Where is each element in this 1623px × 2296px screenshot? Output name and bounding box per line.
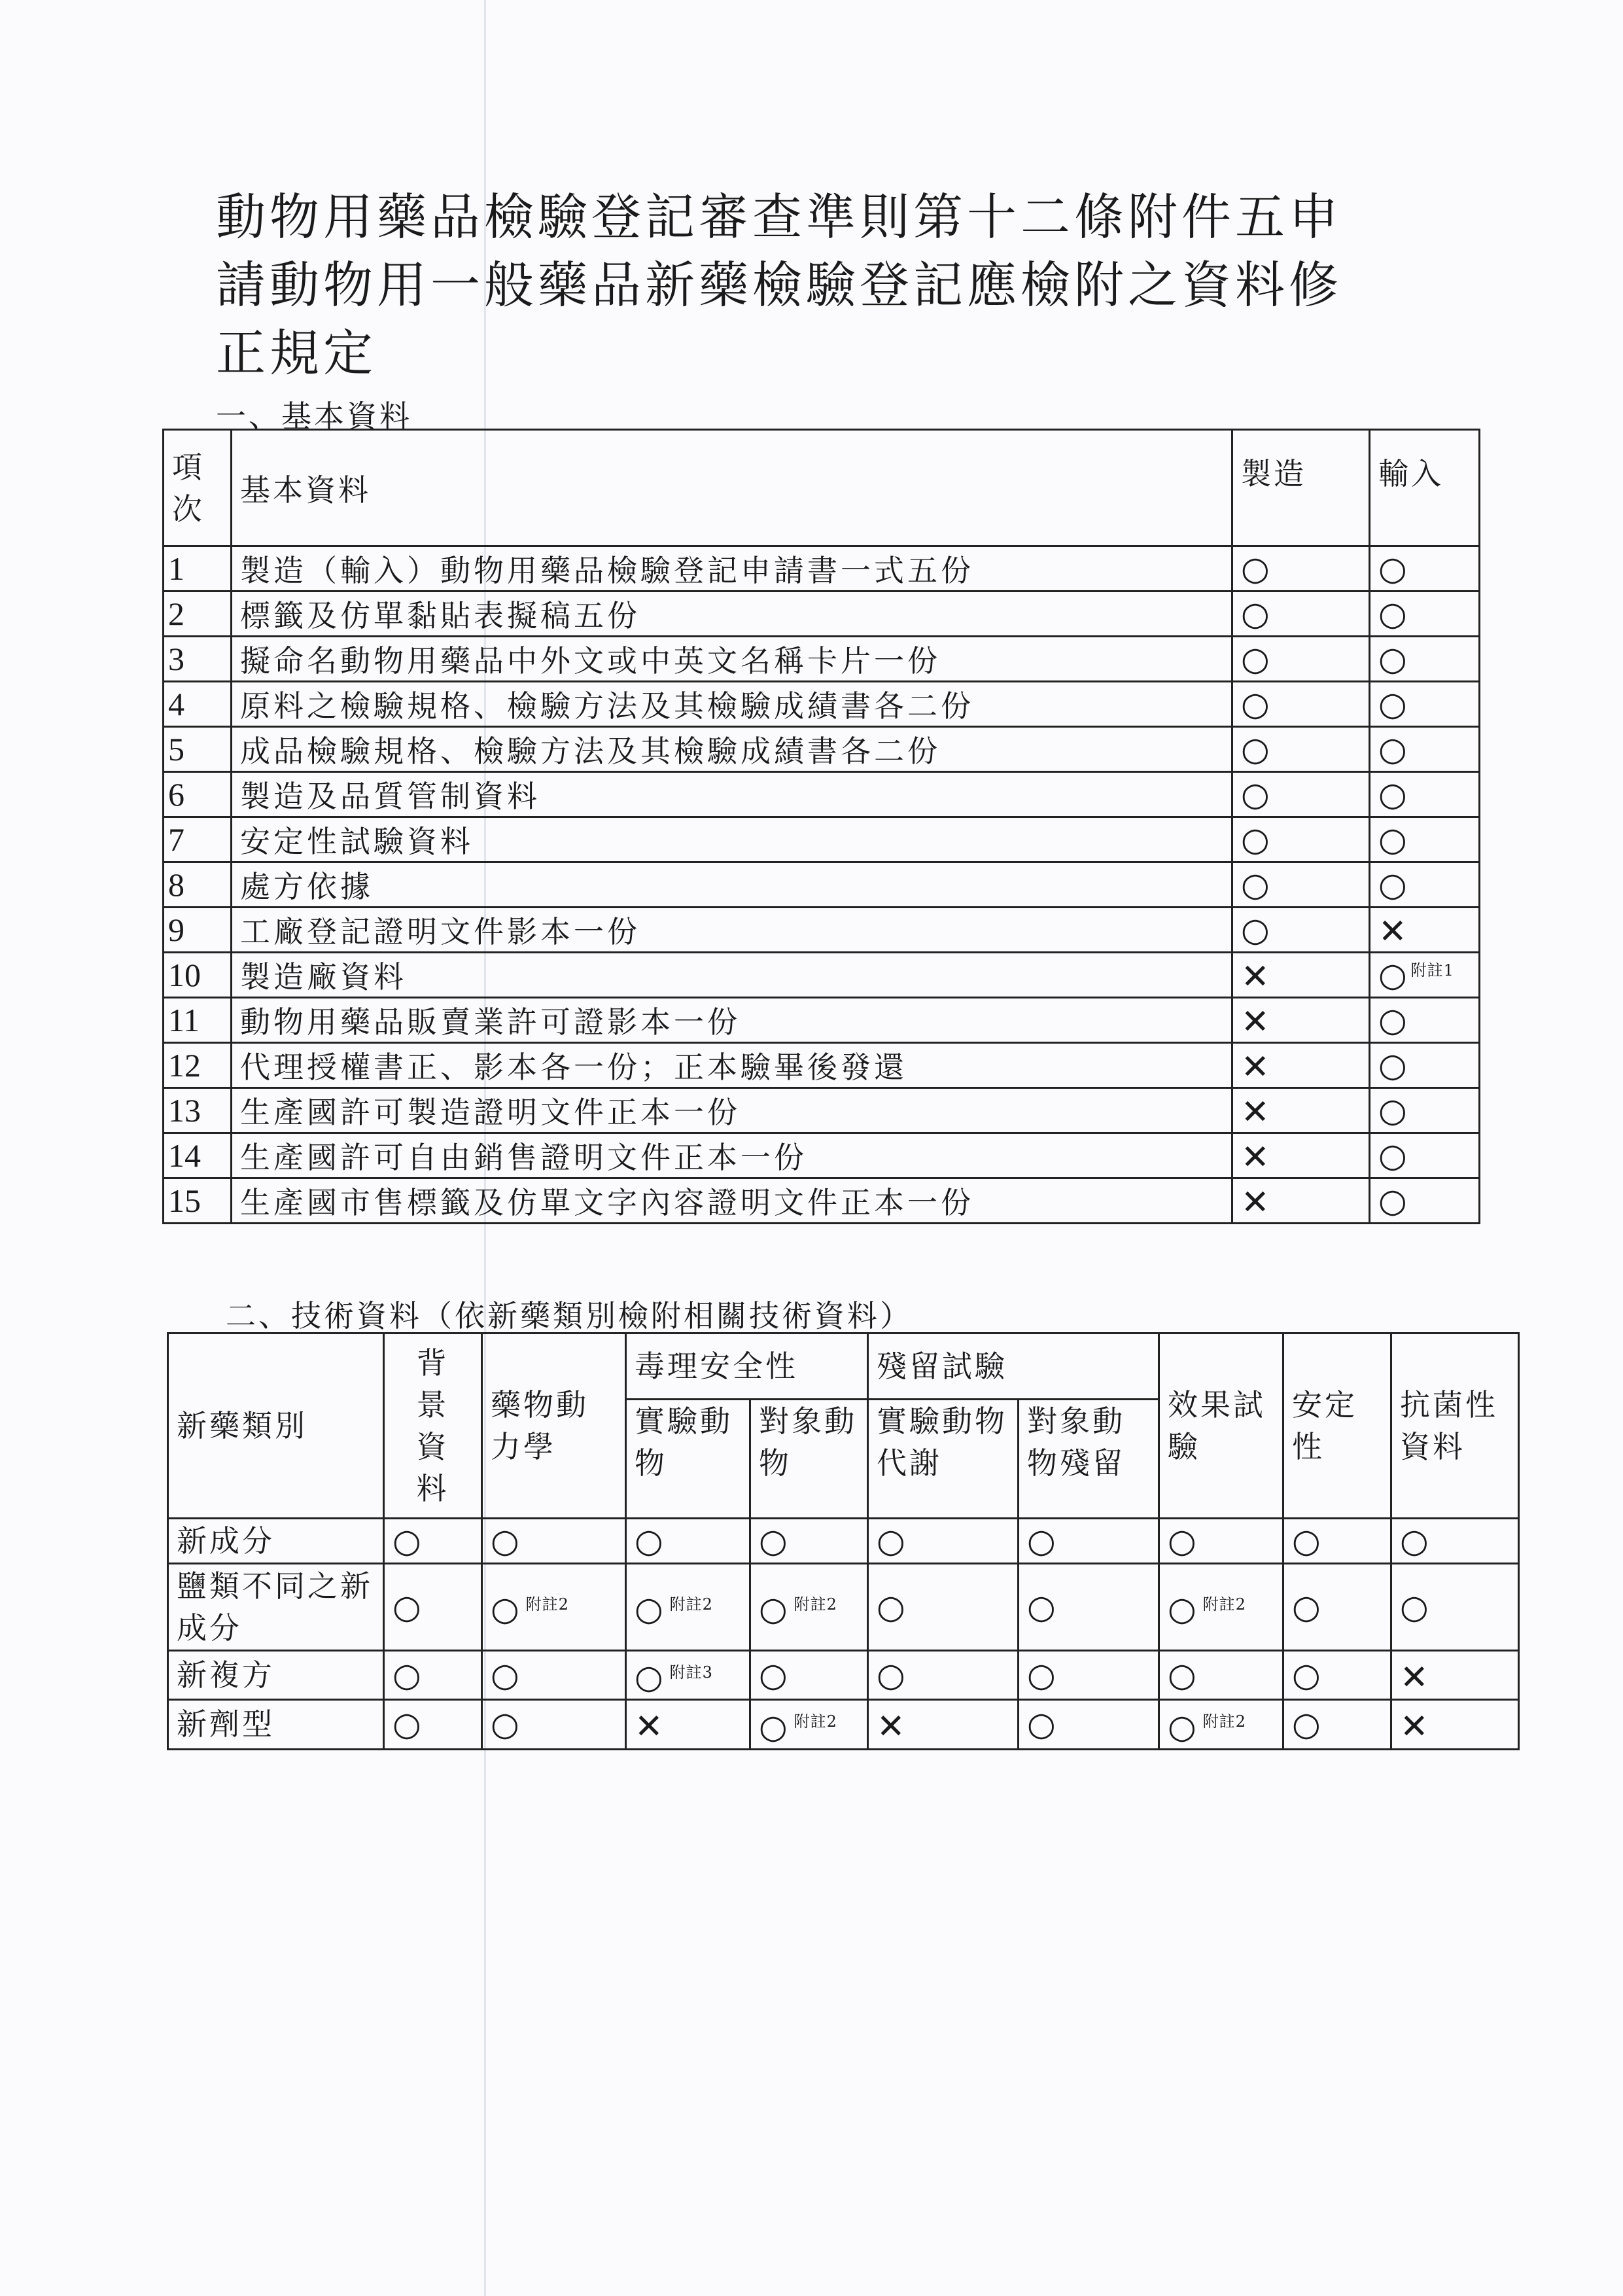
circle-mark-icon: ○ (1168, 1655, 1199, 1694)
row-item: 標籤及仿單黏貼表擬稿五份 (232, 592, 1232, 637)
table-row (164, 908, 1480, 953)
row-cell (868, 1564, 1019, 1651)
row-number: 5 (164, 727, 232, 772)
circle-mark-icon: ○ (491, 1704, 522, 1743)
section-heading-basic: 一、基本資料 (216, 398, 412, 434)
circle-mark-icon: ○ (759, 1590, 790, 1629)
circle-mark-icon: ○ (1378, 640, 1407, 678)
circle-mark-icon: ○ (1241, 685, 1270, 723)
row-number: 1 (164, 546, 232, 592)
row-item: 工廠登記證明文件影本一份 (232, 908, 1232, 953)
row-number: 2 (164, 592, 232, 637)
cross-mark-icon: ✕ (1400, 1658, 1431, 1698)
header-pharmacokinetics: 藥物動力學 (482, 1333, 626, 1519)
row-manufacture (1232, 546, 1370, 592)
circle-mark-icon: ○ (1027, 1521, 1058, 1560)
table-row (164, 998, 1480, 1043)
row-cell (626, 1700, 750, 1749)
row-cell (1391, 1651, 1519, 1700)
circle-mark-icon: ○ (1292, 1521, 1323, 1560)
row-cell (1019, 1651, 1159, 1700)
header-toxicity-group: 毒理安全性 (626, 1333, 868, 1400)
footnote-ref: 附註2 (1202, 1595, 1246, 1614)
row-item: 製造及品質管制資料 (232, 772, 1232, 817)
circle-mark-icon: ○ (1400, 1587, 1431, 1626)
row-cell (384, 1700, 482, 1749)
row-cell (1159, 1564, 1283, 1651)
circle-mark-icon: ○ (491, 1590, 522, 1629)
circle-mark-icon: ○ (1168, 1590, 1199, 1629)
row-import (1370, 727, 1480, 772)
table-row (164, 1133, 1480, 1178)
circle-mark-icon: ○ (1378, 1091, 1407, 1129)
header-item: 基本資料 (232, 430, 1232, 546)
circle-mark-icon: ○ (1378, 550, 1407, 588)
table-row (164, 1178, 1480, 1224)
document-title: 動物用藥品檢驗登記審查準則第十二條附件五申請動物用一般藥品新藥檢驗登記應檢附之資料修正規定 (216, 188, 1342, 382)
row-item: 擬命名動物用藥品中外文或中英文名稱卡片一份 (232, 637, 1232, 682)
row-manufacture (1232, 1178, 1370, 1224)
circle-mark-icon: ○ (1378, 1137, 1407, 1174)
table-row (164, 817, 1480, 862)
circle-mark-icon: ○ (1378, 730, 1407, 768)
circle-mark-icon: ○ (1292, 1655, 1323, 1694)
header-antibacterial: 抗菌性資料 (1391, 1333, 1519, 1519)
table-row (164, 637, 1480, 682)
cross-mark-icon: ✕ (1241, 1137, 1270, 1177)
row-number: 14 (164, 1133, 232, 1178)
row-item: 動物用藥品販賣業許可證影本一份 (232, 998, 1232, 1043)
row-cell (1283, 1519, 1391, 1564)
row-cell (1159, 1651, 1283, 1700)
row-item: 成品檢驗規格、檢驗方法及其檢驗成績書各二份 (232, 727, 1232, 772)
table-row (168, 1700, 1519, 1749)
row-cell (868, 1700, 1019, 1749)
row-import (1370, 817, 1480, 862)
table-row (168, 1564, 1519, 1651)
circle-mark-icon: ○ (393, 1655, 424, 1694)
circle-mark-icon: ○ (635, 1590, 666, 1629)
circle-mark-icon: ○ (1378, 595, 1407, 633)
header-efficacy: 效果試驗 (1159, 1333, 1283, 1519)
table-row (164, 727, 1480, 772)
footnote-ref: 附註2 (794, 1712, 837, 1731)
table-row (164, 862, 1480, 908)
circle-mark-icon: ○ (491, 1655, 522, 1694)
row-category: 鹽類不同之新成分 (168, 1564, 384, 1651)
row-manufacture (1232, 772, 1370, 817)
circle-mark-icon: ○ (393, 1587, 424, 1626)
row-number: 6 (164, 772, 232, 817)
circle-mark-icon: ○ (759, 1707, 790, 1746)
circle-mark-icon: ○ (759, 1521, 790, 1560)
row-cell (482, 1564, 626, 1651)
circle-mark-icon: ○ (1168, 1521, 1199, 1560)
row-import (1370, 953, 1480, 998)
row-manufacture (1232, 1043, 1370, 1088)
row-category: 新複方 (168, 1651, 384, 1700)
cross-mark-icon: ✕ (1241, 1002, 1270, 1042)
row-import (1370, 592, 1480, 637)
row-number: 7 (164, 817, 232, 862)
circle-mark-icon: ○ (1241, 595, 1270, 633)
row-cell (1159, 1519, 1283, 1564)
cross-mark-icon: ✕ (1241, 1092, 1270, 1132)
row-item: 生產國市售標籤及仿單文字內容證明文件正本一份 (232, 1178, 1232, 1224)
row-cell (750, 1651, 868, 1700)
row-cell (482, 1700, 626, 1749)
row-import (1370, 1088, 1480, 1133)
circle-mark-icon: ○ (1241, 866, 1270, 904)
row-cell (750, 1519, 868, 1564)
circle-mark-icon: ○ (1241, 640, 1270, 678)
row-import (1370, 1133, 1480, 1178)
row-cell (1019, 1519, 1159, 1564)
row-number: 3 (164, 637, 232, 682)
circle-mark-icon: ○ (1241, 550, 1270, 588)
row-import (1370, 998, 1480, 1043)
row-cell (384, 1651, 482, 1700)
row-manufacture (1232, 1133, 1370, 1178)
cross-mark-icon: ✕ (1241, 957, 1270, 997)
circle-mark-icon: ○ (635, 1658, 666, 1697)
row-manufacture (1232, 592, 1370, 637)
footnote-ref: 附註2 (794, 1595, 837, 1614)
table-row (164, 1088, 1480, 1133)
row-cell (1283, 1651, 1391, 1700)
row-cell (626, 1651, 750, 1700)
row-cell (1159, 1700, 1283, 1749)
row-number: 10 (164, 953, 232, 998)
row-cell (1391, 1564, 1519, 1651)
row-cell (626, 1564, 750, 1651)
row-item: 原料之檢驗規格、檢驗方法及其檢驗成績書各二份 (232, 682, 1232, 727)
row-cell (868, 1519, 1019, 1564)
header-residue-group: 殘留試驗 (868, 1333, 1159, 1400)
row-import (1370, 862, 1480, 908)
table-header-row (168, 1333, 1519, 1400)
row-item: 處方依據 (232, 862, 1232, 908)
row-import (1370, 1178, 1480, 1224)
row-item: 生產國許可自由銷售證明文件正本一份 (232, 1133, 1232, 1178)
header-num: 項次 (164, 430, 232, 546)
header-res-metab: 實驗動物代謝 (868, 1400, 1019, 1519)
row-cell (1019, 1564, 1159, 1651)
row-number: 11 (164, 998, 232, 1043)
circle-mark-icon: ○ (1378, 775, 1407, 813)
table-row (168, 1519, 1519, 1564)
row-import (1370, 908, 1480, 953)
row-cell (1391, 1519, 1519, 1564)
circle-mark-icon: ○ (1027, 1704, 1058, 1743)
circle-mark-icon: ○ (1378, 821, 1407, 858)
header-stability: 安定性 (1283, 1333, 1391, 1519)
cross-mark-icon: ✕ (1378, 911, 1407, 951)
table-header-row (164, 430, 1480, 546)
circle-mark-icon: ○ (1378, 1046, 1407, 1084)
circle-mark-icon: ○ (1241, 821, 1270, 858)
row-manufacture (1232, 1088, 1370, 1133)
footnote-ref: 附註2 (1202, 1712, 1246, 1731)
row-cell (626, 1519, 750, 1564)
row-item: 製造廠資料 (232, 953, 1232, 998)
header-background: 背景資料 (384, 1333, 482, 1519)
row-number: 13 (164, 1088, 232, 1133)
circle-mark-icon: ○ (1027, 1655, 1058, 1694)
row-item: 安定性試驗資料 (232, 817, 1232, 862)
header-tox-target: 對象動物 (750, 1400, 868, 1519)
row-manufacture (1232, 908, 1370, 953)
circle-mark-icon: ○ (1400, 1521, 1431, 1560)
circle-mark-icon: ○ (877, 1655, 908, 1694)
row-number: 15 (164, 1178, 232, 1224)
circle-mark-icon: ○ (393, 1704, 424, 1743)
circle-mark-icon: ○ (1241, 730, 1270, 768)
header-tox-lab: 實驗動物 (626, 1400, 750, 1519)
row-cell (750, 1700, 868, 1749)
cross-mark-icon: ✕ (877, 1707, 908, 1747)
circle-mark-icon: ○ (877, 1587, 908, 1626)
circle-mark-icon: ○ (1378, 1001, 1407, 1039)
row-cell (482, 1651, 626, 1700)
cross-mark-icon: ✕ (1241, 1182, 1270, 1222)
row-manufacture (1232, 998, 1370, 1043)
circle-mark-icon: ○ (635, 1521, 666, 1560)
circle-mark-icon: ○ (1378, 1182, 1407, 1220)
circle-mark-icon: ○ (759, 1655, 790, 1694)
row-import (1370, 546, 1480, 592)
technical-data-table (167, 1332, 1520, 1750)
cross-mark-icon: ✕ (1241, 1047, 1270, 1087)
row-item: 生產國許可製造證明文件正本一份 (232, 1088, 1232, 1133)
header-manufacture: 製造 (1232, 430, 1370, 546)
footnote-ref: 附註2 (525, 1595, 569, 1614)
row-import (1370, 637, 1480, 682)
row-item: 製造（輸入）動物用藥品檢驗登記申請書一式五份 (232, 546, 1232, 592)
circle-mark-icon: ○ (1292, 1704, 1323, 1743)
table-row (164, 1043, 1480, 1088)
basic-data-table (162, 429, 1480, 1224)
row-cell (1283, 1700, 1391, 1749)
footnote-ref: 附註3 (669, 1663, 713, 1682)
circle-mark-icon: ○ (1027, 1587, 1058, 1626)
row-import (1370, 1043, 1480, 1088)
row-category: 新劑型 (168, 1700, 384, 1749)
circle-mark-icon: ○ (1168, 1707, 1199, 1746)
cross-mark-icon: ✕ (635, 1707, 666, 1747)
row-import (1370, 772, 1480, 817)
circle-mark-icon: ○ (1241, 775, 1270, 813)
circle-mark-icon: ○ (1378, 866, 1407, 904)
circle-mark-icon: ○ (1378, 685, 1407, 723)
row-item: 代理授權書正、影本各一份；正本驗畢後發還 (232, 1043, 1232, 1088)
row-cell (482, 1519, 626, 1564)
footnote-ref: 附註2 (669, 1595, 713, 1614)
row-manufacture (1232, 637, 1370, 682)
circle-mark-icon: ○ (393, 1521, 424, 1560)
row-manufacture (1232, 727, 1370, 772)
row-cell (750, 1564, 868, 1651)
table-row (164, 546, 1480, 592)
row-manufacture (1232, 817, 1370, 862)
row-cell (1391, 1700, 1519, 1749)
row-number: 12 (164, 1043, 232, 1088)
row-import (1370, 682, 1480, 727)
row-cell (1019, 1700, 1159, 1749)
table-row (168, 1651, 1519, 1700)
header-category: 新藥類別 (168, 1333, 384, 1519)
row-number: 4 (164, 682, 232, 727)
row-cell (868, 1651, 1019, 1700)
row-manufacture (1232, 862, 1370, 908)
table-row (164, 682, 1480, 727)
section-heading-technical: 二、技術資料（依新藥類別檢附相關技術資料） (226, 1298, 913, 1333)
row-cell (384, 1519, 482, 1564)
header-import: 輸入 (1370, 430, 1480, 546)
row-number: 9 (164, 908, 232, 953)
circle-mark-icon: ○ (491, 1521, 522, 1560)
row-cell (1283, 1564, 1391, 1651)
circle-mark-icon: ○ (1292, 1587, 1323, 1626)
row-cell (384, 1564, 482, 1651)
row-category: 新成分 (168, 1519, 384, 1564)
table-row (164, 592, 1480, 637)
row-manufacture (1232, 682, 1370, 727)
table-row (164, 772, 1480, 817)
table-row (164, 953, 1480, 998)
cross-mark-icon: ✕ (1400, 1707, 1431, 1747)
circle-mark-icon: ○ (1378, 956, 1407, 994)
row-manufacture (1232, 953, 1370, 998)
circle-mark-icon: ○ (1241, 911, 1270, 949)
row-number: 8 (164, 862, 232, 908)
circle-mark-icon: ○ (877, 1521, 908, 1560)
header-res-target: 對象動物殘留 (1019, 1400, 1159, 1519)
footnote-ref: 附註1 (1410, 961, 1454, 980)
